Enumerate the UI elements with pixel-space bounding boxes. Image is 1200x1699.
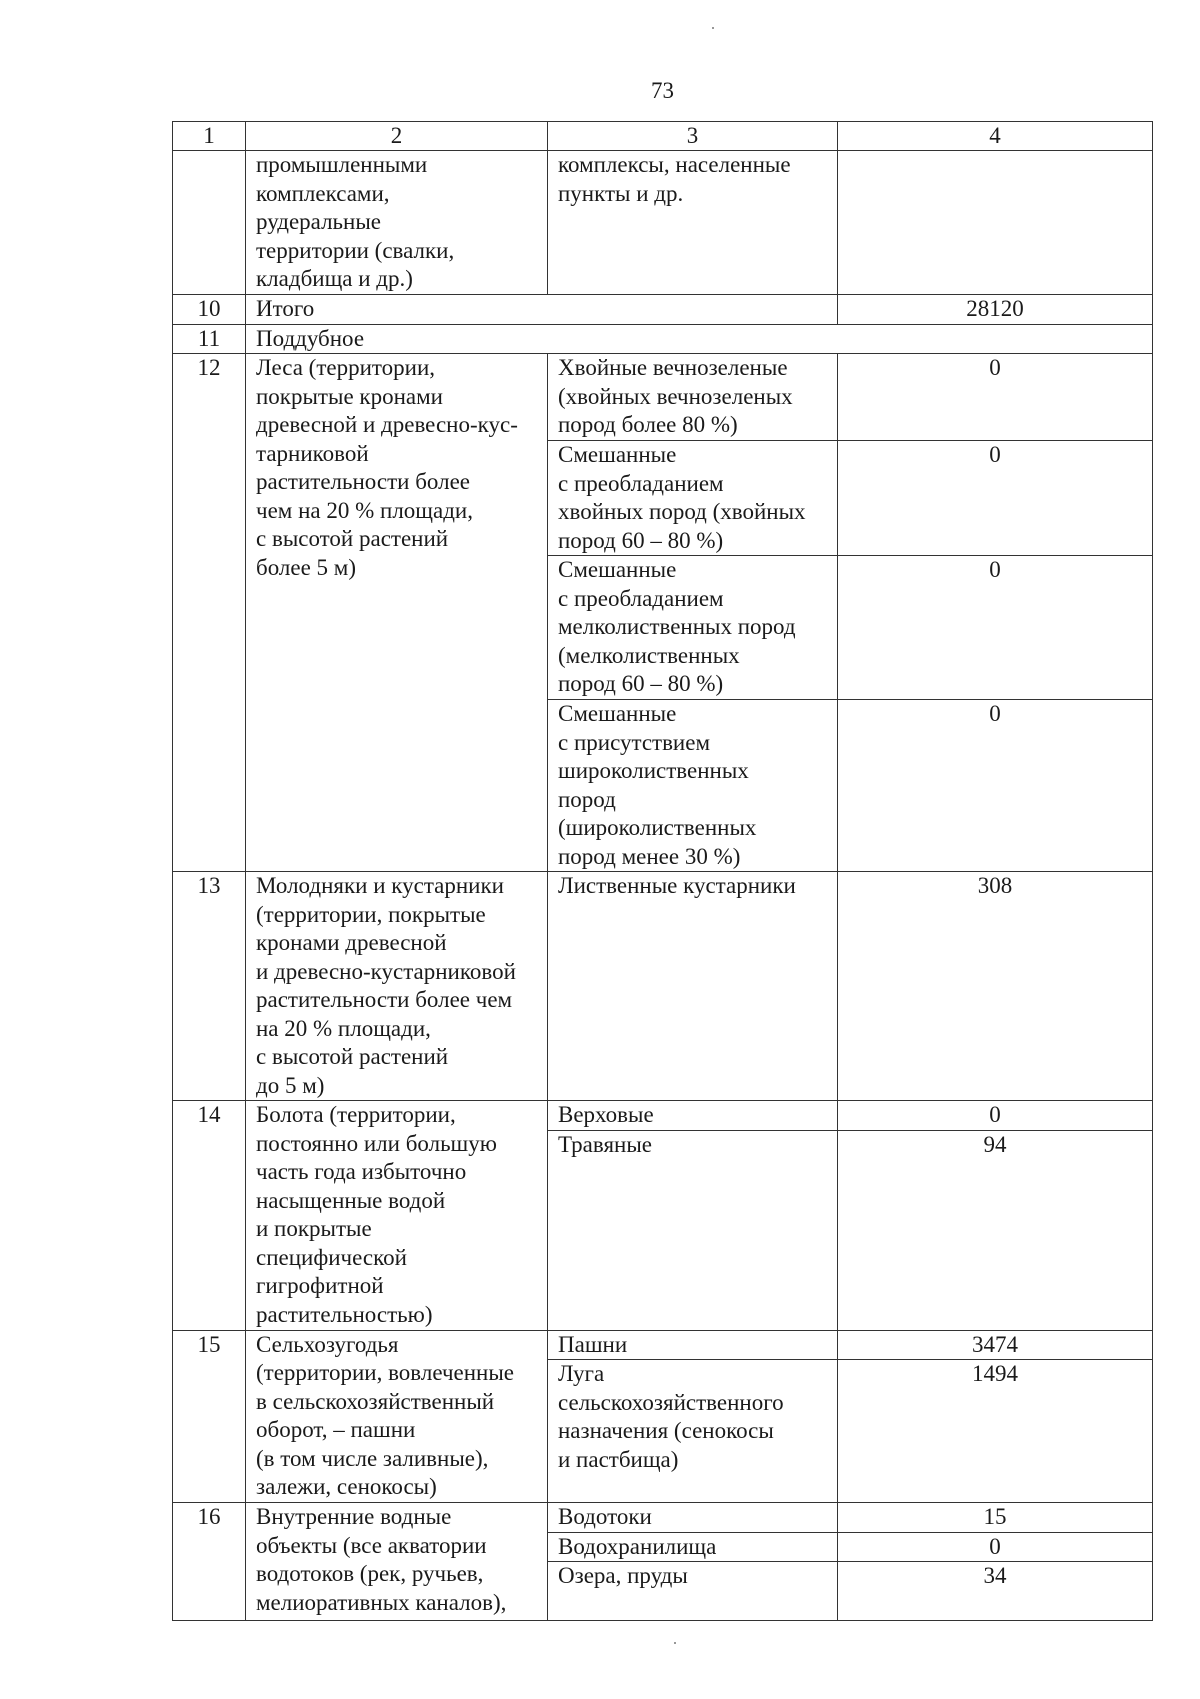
row-number: 10 <box>173 295 246 325</box>
row-value <box>838 151 1153 295</box>
row-name: Молодняки и кустарники (территории, покрытые кронами древесной и древесно-кустарниковой растительности более чем на 20 % площади, с высотой растений до 5 м) <box>246 872 548 1101</box>
row-type: Лиственные кустарники <box>548 872 838 1101</box>
row-name: промышленными комплексами, рудеральные территории (свалки, кладбища и др.) <box>246 151 548 295</box>
header-col-2: 2 <box>246 122 548 151</box>
row-number: 16 <box>173 1503 246 1621</box>
row-value: 0 <box>838 441 1153 556</box>
row-name: Леса (территории, покрытые кронами древесной и древесно-кус- тарниковой растительности более чем на 20 % площади, с высотой растений более 5 м) <box>246 354 548 872</box>
row-value: 0 <box>838 1101 1153 1131</box>
row-number: 11 <box>173 324 246 354</box>
table-header-row <box>173 122 1153 151</box>
table-row <box>173 1101 1153 1131</box>
row-type: Верховые <box>548 1101 838 1131</box>
row-type: Луга сельскохозяйственного назначения (сенокосы и пастбища) <box>548 1360 838 1503</box>
row-number: 15 <box>173 1330 246 1503</box>
row-name: Итого <box>246 295 838 325</box>
row-type: Смешанные с преобладанием мелколиственных пород (мелколиственных пород 60 – 80 %) <box>548 556 838 700</box>
row-type: Озера, пруды <box>548 1562 838 1621</box>
page-number: 73 <box>651 78 674 103</box>
scan-speck <box>712 27 714 29</box>
table-row <box>173 1503 1153 1533</box>
table-row <box>173 354 1153 441</box>
row-value: 308 <box>838 872 1153 1101</box>
header-col-4: 4 <box>838 122 1153 151</box>
row-type: комплексы, населенные пункты и др. <box>548 151 838 295</box>
row-value: 1494 <box>838 1360 1153 1503</box>
row-type: Травяные <box>548 1130 838 1330</box>
table-row <box>173 1330 1153 1360</box>
table-row <box>173 324 1153 354</box>
row-value: 0 <box>838 354 1153 441</box>
row-value: 28120 <box>838 295 1153 325</box>
row-value: 15 <box>838 1503 1153 1533</box>
row-name: Внутренние водные объекты (все акватории водотоков (рек, ручьев, мелиоративных каналов), <box>246 1503 548 1621</box>
row-number <box>173 151 246 295</box>
row-value: 0 <box>838 700 1153 872</box>
row-name: Сельхозугодья (территории, вовлеченные в сельскохозяйственный оборот, – пашни (в том числе заливные), залежи, сенокосы) <box>246 1330 548 1503</box>
row-value: 3474 <box>838 1330 1153 1360</box>
row-type: Водотоки <box>548 1503 838 1533</box>
row-value: 0 <box>838 1532 1153 1562</box>
header-col-1: 1 <box>173 122 246 151</box>
table-row <box>173 151 1153 295</box>
header-col-3: 3 <box>548 122 838 151</box>
row-type: Хвойные вечнозеленые (хвойных вечнозеленых пород более 80 %) <box>548 354 838 441</box>
table-row <box>173 295 1153 325</box>
row-value: 94 <box>838 1130 1153 1330</box>
row-value: 0 <box>838 556 1153 700</box>
row-type: Смешанные с присутствием широколиственных пород (широколиственных пород менее 30 %) <box>548 700 838 872</box>
row-number: 14 <box>173 1101 246 1331</box>
land-cover-table <box>172 121 1153 1621</box>
scan-speck <box>674 1642 676 1644</box>
row-type: Водохранилища <box>548 1532 838 1562</box>
row-value: 34 <box>838 1562 1153 1621</box>
row-number: 12 <box>173 354 246 872</box>
row-type: Смешанные с преобладанием хвойных пород (хвойных пород 60 – 80 %) <box>548 441 838 556</box>
row-number: 13 <box>173 872 246 1101</box>
row-type: Пашни <box>548 1330 838 1360</box>
row-name: Поддубное <box>246 324 1153 354</box>
table-row <box>173 872 1153 1101</box>
row-name: Болота (территории, постоянно или большую часть года избыточно насыщенные водой и покрытые специфической гигрофитной растительностью) <box>246 1101 548 1331</box>
